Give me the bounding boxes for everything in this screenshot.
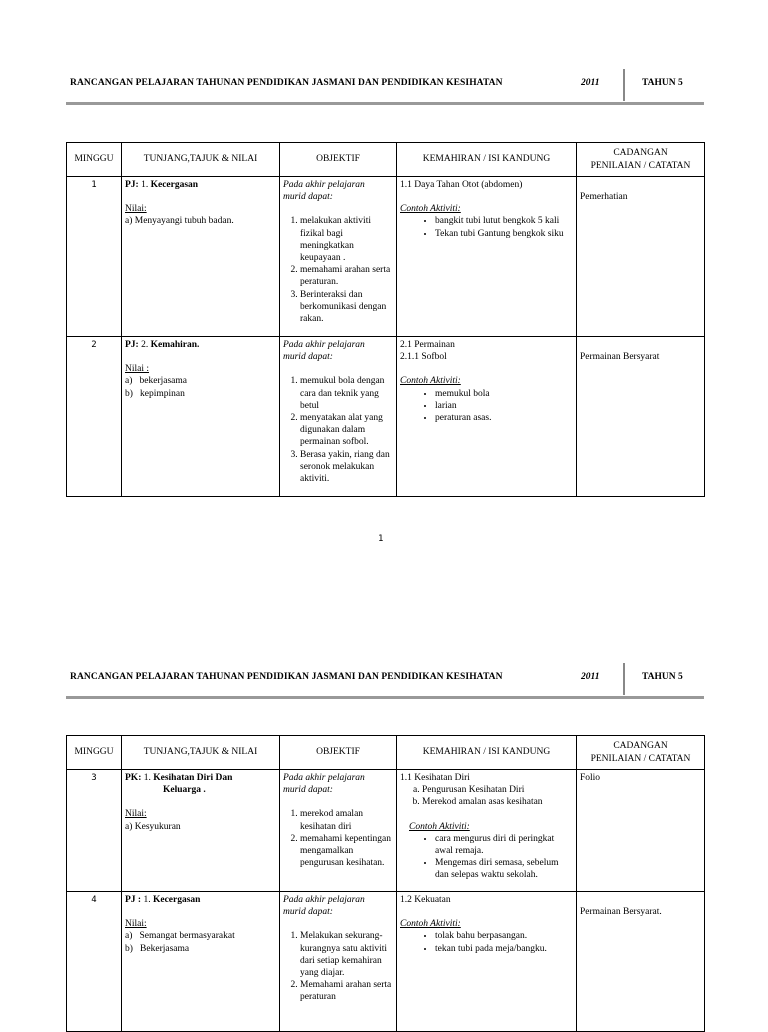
week-number: 3	[67, 770, 122, 892]
week-number: 1	[67, 177, 122, 337]
skill-cell: 1.1 Daya Tahan Otot (abdomen) Contoh Aktiviti: • bangkit tubi lutut bengkok 5 kali • Tekan tubi Gantung bengkok siku	[397, 177, 577, 337]
header-rule	[66, 102, 704, 105]
objective-list: 1. merekod amalan kesihatan diri 2. memahami kepentingan mengamalkan pengurusan kesihatan.	[283, 808, 393, 869]
lesson-plan-table	[66, 735, 705, 1032]
activity-list: • bangkit tubi lutut bengkok 5 kali • Tekan tubi Gantung bengkok siku	[400, 215, 573, 239]
header-divider	[623, 663, 625, 695]
skill-cell: 2.1 Permainan 2.1.1 Sofbol Contoh Aktiviti: • memukul bola • larian • peraturan asas.	[397, 337, 577, 497]
table-row	[67, 892, 705, 1032]
header-year: 2011	[581, 672, 600, 682]
header-year: 2011	[581, 78, 600, 88]
table-row	[67, 770, 705, 892]
lesson-plan-table	[66, 142, 705, 497]
week-number: 2	[67, 337, 122, 497]
header-grade: TAHUN 5	[642, 672, 683, 682]
nilai-label: Nilai:	[125, 204, 147, 215]
week-number: 4	[67, 892, 122, 1032]
header-title: RANCANGAN PELAJARAN TAHUNAN PENDIDIKAN JASMANI DAN PENDIDIKAN KESIHATAN	[70, 672, 503, 682]
header-rule	[66, 696, 704, 699]
objective-cell: Pada akhir pelajaran murid dapat: 1. memukul bola dengan cara dan teknik yang betul 2. menyatakan alat yang digunakan dalam permainan sofbol. 3. Berasa yakin, riang dan seronok melakukan aktiviti.	[280, 337, 397, 497]
topic-cell: PJ : 1. Kecergasan Nilai: a) Semangat bermasyarakat b) Bekerjasama	[122, 892, 280, 1032]
table-header-row	[67, 736, 705, 770]
col-minggu: MINGGU	[67, 736, 122, 770]
objective-list: 1. melakukan aktiviti fizikal bagi meningkatkan keupayaan . 2. memahami arahan serta peraturan. 3. Berinteraksi dan berkomunikasi dengan rakan.	[283, 215, 393, 325]
col-kemahiran: KEMAHIRAN / ISI KANDUNG	[397, 143, 577, 177]
skill-cell: 1.2 Kekuatan Contoh Aktiviti: • tolak bahu berpasangan. • tekan tubi pada meja/bangku.	[397, 892, 577, 1032]
col-objektif: OBJEKTIF	[280, 143, 397, 177]
objective-list: 1. Melakukan sekurang-kurangnya satu aktiviti dari setiap kemahiran yang diajar. 2. Memahami arahan serta peraturan	[283, 930, 393, 1003]
header-divider	[623, 69, 625, 101]
nilai-label: Nilai :	[125, 364, 150, 375]
topic-cell: PK: 1. Kesihatan Diri Dan Keluarga . Nilai: a) Kesyukuran	[122, 770, 280, 892]
assessment-cell: Folio	[577, 770, 705, 892]
assessment-cell: Permainan Bersyarat	[577, 337, 705, 497]
page-header	[66, 73, 704, 113]
skill-items: a. Pengurusan Kesihatan Diri b. Merekod amalan asas kesihatan	[400, 784, 573, 808]
assessment-cell: Permainan Bersyarat.	[577, 892, 705, 1032]
values-list: a) bekerjasama b) kepimpinan	[125, 376, 187, 399]
nilai-label: Nilai:	[125, 809, 147, 820]
col-minggu: MINGGU	[67, 143, 122, 177]
objective-list: 1. memukul bola dengan cara dan teknik yang betul 2. menyatakan alat yang digunakan dalam permainan sofbol. 3. Berasa yakin, riang dan seronok melakukan aktiviti.	[283, 375, 393, 485]
col-cadangan: CADANGAN PENILAIAN / CATATAN	[577, 736, 705, 770]
skill-cell: 1.1 Kesihatan Diri a. Pengurusan Kesihatan Diri b. Merekod amalan asas kesihatan Contoh Aktiviti: • cara mengurus diri di peringkat awal remaja. • Mengemas diri semasa, sebelum dan selepas waktu sekolah.	[397, 770, 577, 892]
col-tunjang: TUNJANG,TAJUK & NILAI	[122, 736, 280, 770]
table-header-row	[67, 143, 705, 177]
page-number: 1	[378, 534, 384, 544]
col-objektif: OBJEKTIF	[280, 736, 397, 770]
col-tunjang: TUNJANG,TAJUK & NILAI	[122, 143, 280, 177]
objective-cell: Pada akhir pelajaran murid dapat: 1. melakukan aktiviti fizikal bagi meningkatkan keupayaan . 2. memahami arahan serta peraturan. 3. Berinteraksi dan berkomunikasi dengan rakan.	[280, 177, 397, 337]
activity-list: • cara mengurus diri di peringkat awal remaja. • Mengemas diri semasa, sebelum dan selepas waktu sekolah.	[400, 833, 573, 882]
topic-cell: PJ: 2. Kemahiran. Nilai : a) bekerjasama b) kepimpinan	[122, 337, 280, 497]
table-row	[67, 177, 705, 337]
assessment-cell: Pemerhatian	[577, 177, 705, 337]
page-header	[66, 667, 704, 707]
objective-cell: Pada akhir pelajaran murid dapat: 1. merekod amalan kesihatan diri 2. memahami kepentingan mengamalkan pengurusan kesihatan.	[280, 770, 397, 892]
header-grade: TAHUN 5	[642, 78, 683, 88]
activity-list: • memukul bola • larian • peraturan asas.	[400, 388, 573, 425]
nilai-label: Nilai:	[125, 919, 147, 930]
col-kemahiran: KEMAHIRAN / ISI KANDUNG	[397, 736, 577, 770]
activity-list: • tolak bahu berpasangan. • tekan tubi pada meja/bangku.	[400, 930, 573, 954]
objective-cell: Pada akhir pelajaran murid dapat: 1. Melakukan sekurang-kurangnya satu aktiviti dari setiap kemahiran yang diajar. 2. Memahami arahan serta peraturan	[280, 892, 397, 1032]
table-row	[67, 337, 705, 497]
topic-cell: PJ: 1. Kecergasan Nilai: a) Menyayangi tubuh badan.	[122, 177, 280, 337]
header-title: RANCANGAN PELAJARAN TAHUNAN PENDIDIKAN JASMANI DAN PENDIDIKAN KESIHATAN	[70, 78, 503, 88]
values-list: a) Semangat bermasyarakat b) Bekerjasama	[125, 931, 235, 954]
col-cadangan: CADANGAN PENILAIAN / CATATAN	[577, 143, 705, 177]
